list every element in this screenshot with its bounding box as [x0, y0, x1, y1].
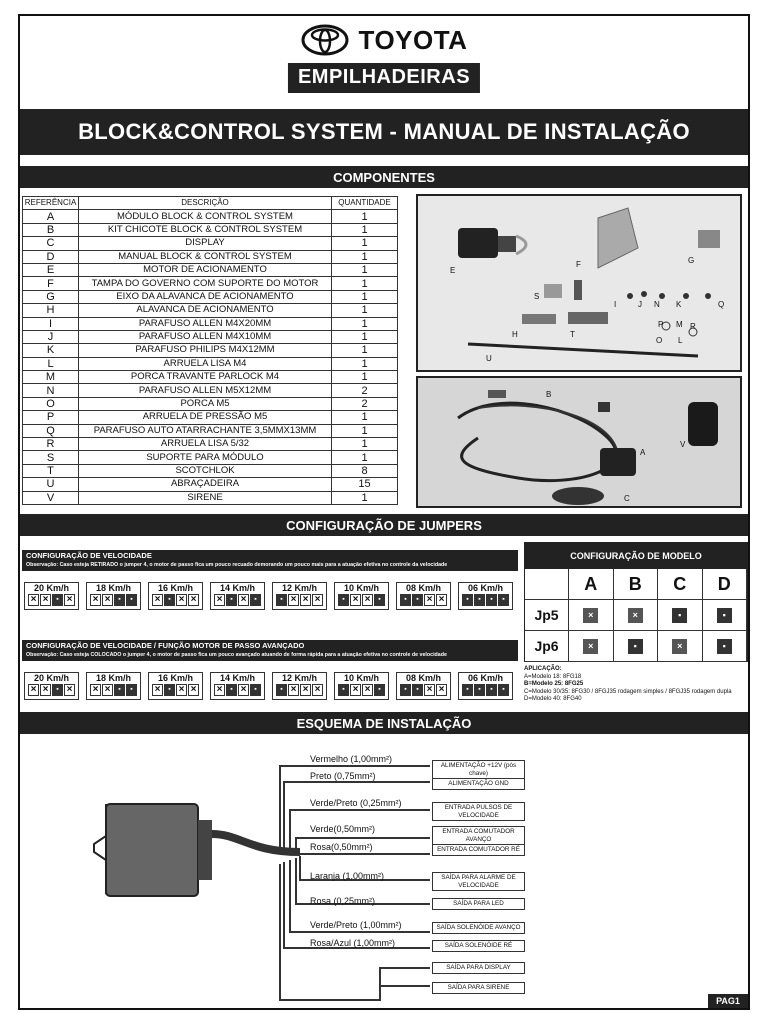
velocity-config-title: CONFIGURAÇÃO DE VELOCIDADE: [22, 550, 518, 561]
table-row: [23, 451, 398, 464]
photo-label: O: [656, 336, 663, 345]
speed-label: 06 Km/h: [467, 673, 503, 683]
model-header: C: [658, 569, 703, 600]
model-config-box: [524, 542, 748, 662]
table-cell-desc: SIRENE: [79, 491, 332, 504]
jumper-installed-icon: ▪: [226, 594, 237, 606]
jumper-removed-icon: ×: [362, 684, 373, 696]
table-row: [23, 210, 398, 223]
table-cell-qty: 1: [332, 438, 398, 451]
jumper-removed-icon: ×: [288, 594, 299, 606]
speed-label: 06 Km/h: [467, 583, 503, 593]
photo-label: U: [486, 354, 492, 363]
wire-label: Rosa(0,50mm²): [310, 842, 373, 852]
table-cell-qty: 2: [332, 384, 398, 397]
table-row: [23, 438, 398, 451]
jumper-removed-icon: ×: [188, 684, 199, 696]
jumper-removed-icon: ×: [28, 594, 39, 606]
speed-label: 12 Km/h: [281, 673, 317, 683]
jumper-removed-icon: ×: [176, 684, 187, 696]
table-cell-ref: I: [23, 317, 79, 330]
function-box: SAÍDA PARA ALARME DE VELOCIDADE: [432, 872, 525, 891]
table-cell-desc: DISPLAY: [79, 237, 332, 250]
table-cell-desc: MOTOR DE ACIONAMENTO: [79, 263, 332, 276]
table-cell-qty: 15: [332, 478, 398, 491]
table-cell-desc: PARAFUSO ALLEN M4X20MM: [79, 317, 332, 330]
aplicacao-notes: [524, 666, 750, 704]
jumper-installed-icon: ▪: [717, 639, 732, 654]
jumper-removed-icon: ×: [176, 594, 187, 606]
table-cell-ref: M: [23, 371, 79, 384]
speed-label: 08 Km/h: [405, 583, 441, 593]
jumper-removed-icon: ×: [90, 684, 101, 696]
jumper-installed-icon: ▪: [412, 594, 423, 606]
jumper-installed-icon: ▪: [164, 594, 175, 606]
wire-label: Preto (0,75mm²): [310, 771, 376, 781]
jumper-installed-icon: ▪: [164, 684, 175, 696]
jumper-installed-icon: ▪: [498, 594, 509, 606]
speed-label: 20 Km/h: [33, 583, 69, 593]
wire-label: Laranja (1,00mm²): [310, 871, 385, 881]
page-title: BLOCK&CONTROL SYSTEM - MANUAL DE INSTALAÇÃO: [20, 109, 748, 155]
photo-label: G: [688, 256, 695, 265]
table-cell-qty: 8: [332, 464, 398, 477]
model-jumper-cell: [703, 631, 748, 662]
table-cell-ref: S: [23, 451, 79, 464]
jumper-removed-icon: ×: [583, 639, 598, 654]
table-cell-ref: P: [23, 411, 79, 424]
jumper-removed-icon: ×: [28, 684, 39, 696]
jumper-installed-icon: ▪: [338, 684, 349, 696]
photo-label: M: [676, 320, 683, 329]
jumper-removed-icon: ×: [64, 684, 75, 696]
table-cell-ref: C: [23, 237, 79, 250]
jumper-removed-icon: ×: [152, 684, 163, 696]
photo-label: C: [624, 494, 630, 503]
photo-label: V: [680, 440, 686, 449]
photo-label: Q: [718, 300, 725, 309]
table-cell-qty: 1: [332, 344, 398, 357]
model-header: D: [703, 569, 748, 600]
components-photo: [416, 194, 742, 372]
photo-label: I: [614, 300, 617, 309]
table-cell-desc: EIXO DA ALAVANCA DE ACIONAMENTO: [79, 290, 332, 303]
jumper-removed-icon: ×: [362, 594, 373, 606]
function-box: ALIMENTAÇÃO +12V (pós chave): [432, 760, 525, 779]
table-cell-ref: K: [23, 344, 79, 357]
photo-label: S: [534, 292, 540, 301]
jumper-installed-icon: ▪: [226, 684, 237, 696]
function-box: ALIMENTAÇÃO GND: [432, 778, 525, 790]
speed-config-vel: [24, 582, 79, 610]
table-cell-qty: 2: [332, 397, 398, 410]
jumper-removed-icon: ×: [40, 684, 51, 696]
table-row: [23, 491, 398, 504]
photo-label: F: [576, 260, 581, 269]
table-cell-qty: 1: [332, 237, 398, 250]
aplicacao-line: B=Modelo 25: 8FG25: [524, 681, 584, 687]
table-cell-desc: PARAFUSO ALLEN M4X10MM: [79, 330, 332, 343]
table-cell-ref: L: [23, 357, 79, 370]
table-cell-desc: MANUAL BLOCK & CONTROL SYSTEM: [79, 250, 332, 263]
table-row: [23, 304, 398, 317]
speed-config-vel: [396, 582, 451, 610]
wire-label: Verde(0,50mm²): [310, 824, 376, 834]
speed-label: 18 Km/h: [95, 583, 131, 593]
speed-label: 18 Km/h: [95, 673, 131, 683]
table-row: [23, 317, 398, 330]
manual-page: [18, 14, 750, 1010]
table-cell-ref: N: [23, 384, 79, 397]
table-row: [23, 464, 398, 477]
table-cell-desc: ALAVANCA DE ACIONAMENTO: [79, 304, 332, 317]
table-cell-ref: H: [23, 304, 79, 317]
speed-config-adv: [272, 672, 327, 700]
wire-label: Verde/Preto (0,25mm²): [310, 798, 402, 808]
photo-label: K: [676, 300, 682, 309]
photo-label: B: [546, 390, 552, 399]
function-box: ENTRADA COMUTADOR AVANÇO: [432, 826, 525, 845]
table-cell-ref: O: [23, 397, 79, 410]
jumper-removed-icon: ×: [436, 594, 447, 606]
jumper-removed-icon: ×: [436, 684, 447, 696]
model-jumper-cell: [658, 631, 703, 662]
model-config-grid: [525, 569, 747, 662]
jumper-installed-icon: ▪: [52, 684, 63, 696]
speed-config-adv: [458, 672, 513, 700]
photo-label: L: [678, 336, 683, 345]
jumper-removed-icon: ×: [90, 594, 101, 606]
brand-name: TOYOTA: [358, 24, 468, 55]
jumper-removed-icon: ×: [628, 608, 643, 623]
jumper-removed-icon: ×: [350, 684, 361, 696]
jumper-removed-icon: ×: [672, 639, 687, 654]
table-row: [23, 478, 398, 491]
jumper-installed-icon: ▪: [462, 594, 473, 606]
table-cell-desc: ARRUELA LISA M4: [79, 357, 332, 370]
velocity-config-note: Observação: Caso esteja RETIRADO o jumper 4, o motor de passo fica um pouco recuado demorando um pouco mais para a atuação efetiva no controle da velocidade: [26, 562, 448, 568]
jumper-removed-icon: ×: [238, 594, 249, 606]
table-header: QUANTIDADE: [332, 197, 398, 210]
jumper-installed-icon: ▪: [114, 594, 125, 606]
function-box: SAÍDA SOLENÓIDE AVANÇO: [432, 922, 525, 934]
jumper-row-label: Jp6: [525, 631, 569, 662]
table-row: [23, 223, 398, 236]
sub-brand: EMPILHADEIRAS: [288, 63, 480, 93]
photo-label: H: [512, 330, 518, 339]
table-row: [23, 397, 398, 410]
photo-label: T: [570, 330, 575, 339]
table-row: [23, 330, 398, 343]
speed-config-vel: [272, 582, 327, 610]
table-cell-ref: Q: [23, 424, 79, 437]
speed-label: 16 Km/h: [157, 583, 193, 593]
speed-config-adv: [86, 672, 141, 700]
jumper-installed-icon: ▪: [276, 594, 287, 606]
speed-config-vel: [148, 582, 203, 610]
jumper-removed-icon: ×: [424, 684, 435, 696]
photo-label: P: [658, 320, 664, 329]
table-cell-qty: 1: [332, 424, 398, 437]
jumper-installed-icon: ▪: [672, 608, 687, 623]
speed-config-vel: [458, 582, 513, 610]
table-cell-ref: V: [23, 491, 79, 504]
table-cell-qty: 1: [332, 250, 398, 263]
table-row: [23, 263, 398, 276]
jumper-removed-icon: ×: [188, 594, 199, 606]
aplicacao-title: APLICAÇÃO:: [524, 666, 562, 672]
function-box: ENTRADA COMUTADOR RÉ: [432, 844, 525, 856]
section-componentes: COMPONENTES: [20, 166, 748, 188]
jumper-removed-icon: ×: [64, 594, 75, 606]
speed-label: 10 Km/h: [343, 583, 379, 593]
jumper-installed-icon: ▪: [486, 684, 497, 696]
speed-config-vel: [86, 582, 141, 610]
model-header: A: [569, 569, 614, 600]
table-cell-qty: 1: [332, 451, 398, 464]
table-cell-desc: PARAFUSO PHILIPS M4X12MM: [79, 344, 332, 357]
photo-label: N: [654, 300, 660, 309]
table-cell-qty: 1: [332, 411, 398, 424]
table-row: [23, 371, 398, 384]
components-table: [22, 196, 398, 505]
model-jumper-cell: [658, 600, 703, 631]
aplicacao-line: C=Modelo 30/35: 8FG30 / 8FGJ35 rodagem simples / 8FGJ35 rodagem dupla: [524, 688, 732, 695]
jumper-installed-icon: ▪: [52, 594, 63, 606]
table-cell-qty: 1: [332, 317, 398, 330]
function-box: SAÍDA PARA LED: [432, 898, 525, 910]
components-photo-drawing: [418, 196, 740, 370]
model-config-title: CONFIGURAÇÃO DE MODELO: [525, 543, 747, 569]
jumper-removed-icon: ×: [288, 684, 299, 696]
table-cell-desc: MÓDULO BLOCK & CONTROL SYSTEM: [79, 210, 332, 223]
table-cell-ref: U: [23, 478, 79, 491]
table-cell-qty: 1: [332, 304, 398, 317]
table-row: [23, 357, 398, 370]
table-cell-desc: ARRUELA DE PRESSÃO M5: [79, 411, 332, 424]
jumper-removed-icon: ×: [424, 594, 435, 606]
jumper-installed-icon: ▪: [474, 594, 485, 606]
table-cell-desc: KIT CHICOTE BLOCK & CONTROL SYSTEM: [79, 223, 332, 236]
speed-config-vel: [210, 582, 265, 610]
jumper-removed-icon: ×: [152, 594, 163, 606]
jumper-installed-icon: ▪: [338, 594, 349, 606]
table-row: [23, 384, 398, 397]
table-cell-desc: PARAFUSO ALLEN M5X12MM: [79, 384, 332, 397]
jumper-row-label: Jp5: [525, 600, 569, 631]
table-cell-ref: A: [23, 210, 79, 223]
jumper-installed-icon: ▪: [412, 684, 423, 696]
table-cell-ref: T: [23, 464, 79, 477]
table-cell-desc: PARAFUSO AUTO ATARRACHANTE 3,5MMX13MM: [79, 424, 332, 437]
wiring-diagram: [20, 734, 750, 1004]
jumper-installed-icon: ▪: [400, 684, 411, 696]
table-cell-desc: PORCA TRAVANTE PARLOCK M4: [79, 371, 332, 384]
function-box: ENTRADA PULSOS DE VELOCIDADE: [432, 802, 525, 821]
wire-label: Verde/Preto (1,00mm²): [310, 920, 402, 930]
model-header: B: [614, 569, 659, 600]
kit-photo-drawing: [418, 378, 740, 506]
table-cell-desc: ARRUELA LISA 5/32: [79, 438, 332, 451]
jumper-removed-icon: ×: [300, 684, 311, 696]
wire-label: Rosa/Azul (1,00mm²): [310, 938, 396, 948]
table-cell-ref: J: [23, 330, 79, 343]
table-cell-qty: 1: [332, 491, 398, 504]
table-row: [23, 290, 398, 303]
speed-label: 08 Km/h: [405, 673, 441, 683]
table-row: [23, 344, 398, 357]
jumper-removed-icon: ×: [350, 594, 361, 606]
table-cell-desc: PORCA M5: [79, 397, 332, 410]
speed-config-adv: [210, 672, 265, 700]
section-jumpers: CONFIGURAÇÃO DE JUMPERS: [20, 514, 748, 536]
jumper-installed-icon: ▪: [250, 684, 261, 696]
jumper-removed-icon: ×: [40, 594, 51, 606]
table-cell-desc: TAMPA DO GOVERNO COM SUPORTE DO MOTOR: [79, 277, 332, 290]
table-row: [23, 250, 398, 263]
model-grid-corner: [525, 569, 569, 600]
jumper-removed-icon: ×: [583, 608, 598, 623]
table-row: [23, 277, 398, 290]
advanced-config-note: Observação: Caso esteja COLOCADO o jumper 4, o motor de passo fica um pouco avançado atuando de forma rápida para a atuação efetiva no controle de velocidade: [26, 652, 447, 658]
table-cell-qty: 1: [332, 330, 398, 343]
wire-label: Rosa (0,25mm²): [310, 896, 376, 906]
jumper-installed-icon: ▪: [628, 639, 643, 654]
table-cell-desc: SUPORTE PARA MÓDULO: [79, 451, 332, 464]
model-jumper-cell: [614, 600, 659, 631]
jumper-removed-icon: ×: [312, 684, 323, 696]
table-row: [23, 411, 398, 424]
wire-label: Vermelho (1,00mm²): [310, 754, 393, 764]
jumper-installed-icon: ▪: [474, 684, 485, 696]
table-row: [23, 424, 398, 437]
jumper-removed-icon: ×: [214, 684, 225, 696]
jumper-installed-icon: ▪: [276, 684, 287, 696]
kit-photo: [416, 376, 742, 508]
table-cell-ref: G: [23, 290, 79, 303]
jumper-removed-icon: ×: [214, 594, 225, 606]
jumper-installed-icon: ▪: [486, 594, 497, 606]
function-box: SAÍDA SOLENÓIDE RÉ: [432, 940, 525, 952]
speed-config-adv: [396, 672, 451, 700]
table-cell-qty: 1: [332, 357, 398, 370]
table-row: [23, 237, 398, 250]
photo-label: J: [638, 300, 642, 309]
jumper-installed-icon: ▪: [114, 684, 125, 696]
speed-label: 10 Km/h: [343, 673, 379, 683]
table-cell-ref: E: [23, 263, 79, 276]
speed-config-adv: [24, 672, 79, 700]
jumper-installed-icon: ▪: [126, 684, 137, 696]
jumper-removed-icon: ×: [102, 684, 113, 696]
aplicacao-line: D=Modelo 40: 8FG40: [524, 696, 582, 702]
table-cell-desc: SCOTCHLOK: [79, 464, 332, 477]
speed-config-adv: [148, 672, 203, 700]
table-cell-qty: 1: [332, 263, 398, 276]
jumper-installed-icon: ▪: [717, 608, 732, 623]
jumper-installed-icon: ▪: [498, 684, 509, 696]
speed-label: 16 Km/h: [157, 673, 193, 683]
model-jumper-cell: [569, 631, 614, 662]
function-box: SAÍDA PARA DISPLAY: [432, 962, 525, 974]
table-cell-ref: B: [23, 223, 79, 236]
toyota-logo-icon: [301, 24, 349, 56]
photo-label: E: [450, 266, 456, 275]
speed-label: 14 Km/h: [219, 583, 255, 593]
jumper-removed-icon: ×: [312, 594, 323, 606]
table-cell-qty: 1: [332, 277, 398, 290]
advanced-config-title: CONFIGURAÇÃO DE VELOCIDADE / FUNÇÃO MOTOR DE PASSO AVANÇADO: [22, 640, 518, 651]
table-cell-qty: 1: [332, 290, 398, 303]
photo-label: A: [640, 448, 646, 457]
jumper-removed-icon: ×: [102, 594, 113, 606]
speed-label: 14 Km/h: [219, 673, 255, 683]
brand-header: [20, 16, 748, 106]
table-header: DESCRIÇÃO: [79, 197, 332, 210]
module-body: [106, 804, 198, 896]
aplicacao-line: A=Modelo 18: 8FG18: [524, 673, 582, 680]
jumper-installed-icon: ▪: [374, 594, 385, 606]
table-header: REFERÊNCIA: [23, 197, 79, 210]
table-cell-qty: 1: [332, 210, 398, 223]
section-esquema: ESQUEMA DE INSTALAÇÃO: [20, 712, 748, 734]
jumper-installed-icon: ▪: [374, 684, 385, 696]
table-cell-qty: 1: [332, 371, 398, 384]
model-jumper-cell: [703, 600, 748, 631]
jumper-removed-icon: ×: [238, 684, 249, 696]
jumper-installed-icon: ▪: [250, 594, 261, 606]
speed-label: 20 Km/h: [33, 673, 69, 683]
table-cell-ref: F: [23, 277, 79, 290]
speed-config-adv: [334, 672, 389, 700]
table-cell-qty: 1: [332, 223, 398, 236]
page-number: PAG1: [708, 994, 748, 1008]
table-cell-ref: R: [23, 438, 79, 451]
table-cell-ref: D: [23, 250, 79, 263]
model-jumper-cell: [569, 600, 614, 631]
model-jumper-cell: [614, 631, 659, 662]
photo-label: R: [690, 322, 696, 331]
jumper-installed-icon: ▪: [400, 594, 411, 606]
speed-label: 12 Km/h: [281, 583, 317, 593]
jumper-installed-icon: ▪: [462, 684, 473, 696]
table-cell-desc: ABRAÇADEIRA: [79, 478, 332, 491]
jumper-installed-icon: ▪: [126, 594, 137, 606]
speed-config-vel: [334, 582, 389, 610]
jumper-removed-icon: ×: [300, 594, 311, 606]
function-box: SAÍDA PARA SIRENE: [432, 982, 525, 994]
